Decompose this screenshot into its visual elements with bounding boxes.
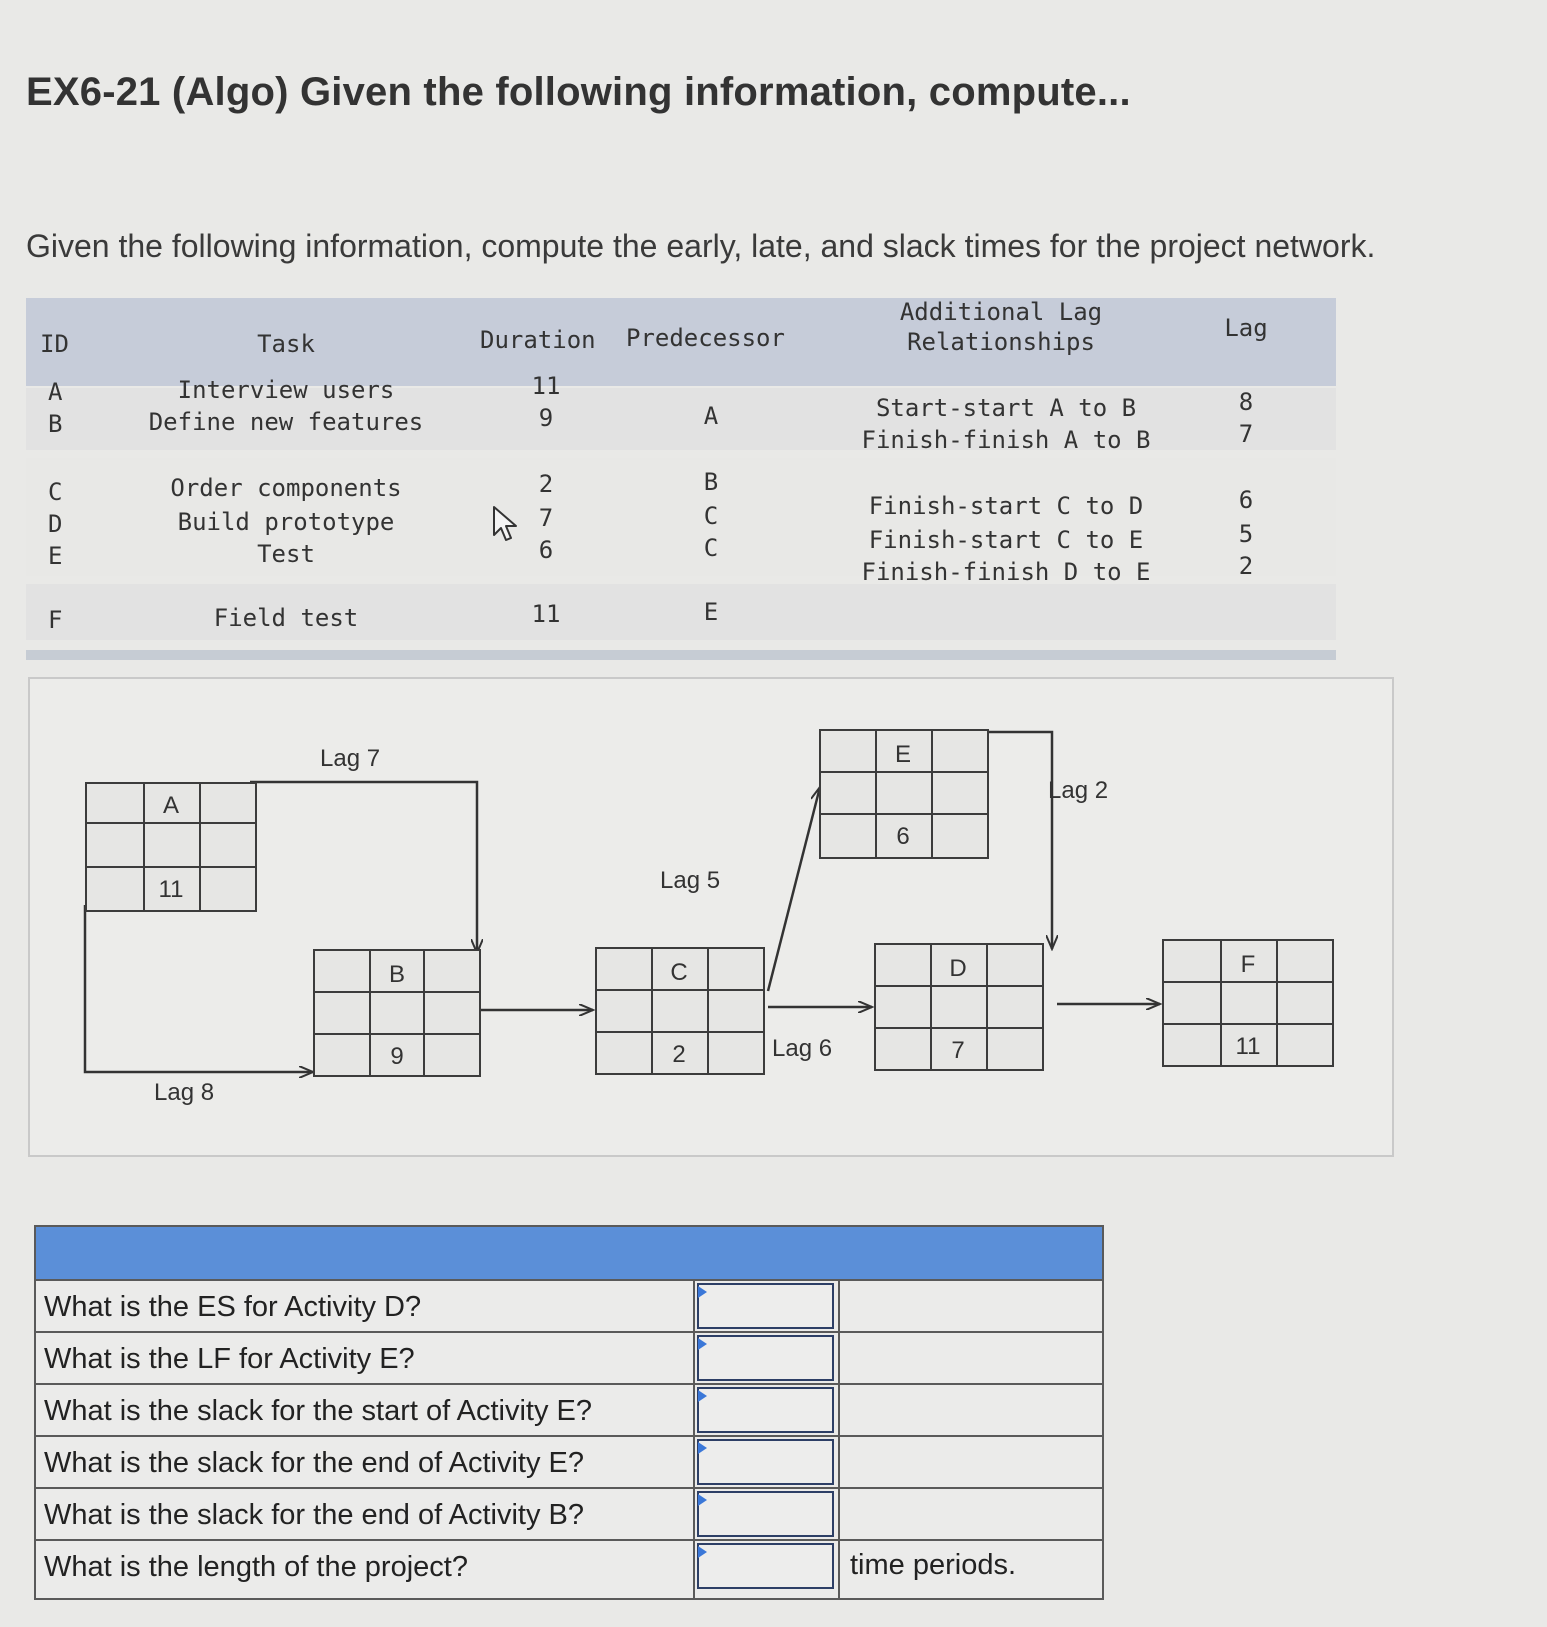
rel-fs-c-e: Finish-start C to E	[868, 526, 1144, 554]
mouse-cursor-icon	[492, 505, 522, 545]
answer-input-lf-e[interactable]	[697, 1335, 834, 1381]
lag-label-cd: Lag 6	[772, 1035, 833, 1062]
rel-ff-a-b-lag: 7	[1238, 420, 1254, 448]
node-b-label: B	[388, 961, 405, 988]
row-b-predecessor: A	[703, 402, 719, 430]
rel-ss-a-b-lag: 8	[1238, 388, 1254, 416]
lag-label-de: Lag 2	[1048, 777, 1109, 804]
node-c-duration: 2	[672, 1041, 686, 1068]
input-marker-icon	[698, 1442, 707, 1454]
row-a-task: Interview users	[177, 376, 395, 404]
table-divider	[26, 650, 1336, 660]
question-table-header	[36, 1227, 1102, 1279]
row-f-duration: 11	[531, 600, 561, 628]
node-e	[819, 729, 989, 859]
page-title: EX6-21 (Algo) Given the following information, compute...	[26, 70, 1131, 114]
row-d-duration: 7	[538, 504, 554, 532]
row-c-id: C	[48, 478, 63, 506]
question-text: What is the slack for the end of Activity E?	[44, 1447, 584, 1479]
lag-label-ab-ss: Lag 8	[154, 1079, 215, 1106]
row-d-task: Build prototype	[177, 508, 395, 536]
node-e-duration: 6	[896, 823, 910, 850]
answer-input-slack-start-e[interactable]	[697, 1387, 834, 1433]
rel-fs-c-d-lag: 6	[1238, 486, 1254, 514]
node-b	[313, 949, 481, 1077]
rel-ss-a-b: Start-start A to B	[875, 394, 1137, 422]
rel-fs-c-e-lag: 5	[1238, 520, 1254, 548]
answer-input-slack-end-b[interactable]	[697, 1491, 834, 1537]
input-marker-icon	[698, 1286, 707, 1298]
question-text: What is the slack for the start of Activity E?	[44, 1395, 592, 1427]
input-marker-icon	[698, 1390, 707, 1402]
input-marker-icon	[698, 1338, 707, 1350]
row-f-id: F	[48, 606, 63, 634]
question-text: What is the slack for the end of Activity B?	[44, 1499, 584, 1531]
node-b-duration: 9	[390, 1043, 404, 1070]
node-f	[1162, 939, 1334, 1067]
arrow-c-e	[768, 787, 820, 991]
node-a-duration: 11	[158, 876, 184, 903]
answer-unit-time-periods: time periods.	[850, 1549, 1017, 1581]
question-row	[36, 1279, 1102, 1333]
row-a-id: A	[48, 378, 63, 406]
node-d	[874, 943, 1044, 1071]
row-b-task: Define new features	[148, 408, 424, 436]
question-row	[36, 1539, 1102, 1598]
answer-input-slack-end-e[interactable]	[697, 1439, 834, 1485]
node-d-label: D	[949, 955, 967, 982]
row-d-id: D	[48, 510, 63, 538]
header-duration: Duration	[480, 326, 596, 354]
row-a-duration: 11	[531, 372, 561, 400]
row-f-task: Field test	[213, 604, 359, 632]
row-e-id: E	[48, 542, 63, 570]
row-e-predecessor: C	[703, 534, 719, 562]
network-diagram	[28, 677, 1394, 1157]
node-f-duration: 11	[1235, 1033, 1261, 1060]
rel-fs-c-d: Finish-start C to D	[868, 492, 1144, 520]
header-additional-lag: Additional Lag	[899, 298, 1103, 326]
question-text: What is the LF for Activity E?	[44, 1343, 415, 1375]
node-e-label: E	[894, 741, 911, 768]
row-c-predecessor: B	[703, 468, 719, 496]
node-c-label: C	[670, 959, 688, 986]
lag-label-ce: Lag 5	[660, 867, 721, 894]
node-d-duration: 7	[951, 1037, 965, 1064]
answer-input-project-length[interactable]	[697, 1543, 834, 1589]
activity-info-table	[26, 298, 1336, 668]
node-f-label: F	[1240, 951, 1256, 978]
row-c-duration: 2	[538, 470, 554, 498]
row-b-id: B	[48, 410, 63, 438]
row-f-predecessor: E	[703, 598, 719, 626]
problem-statement: Given the following information, compute the early, late, and slack times for the project network.	[26, 228, 1376, 264]
question-row	[36, 1435, 1102, 1489]
arrow-a-b-ff	[250, 782, 477, 953]
lag-label-ab-ff: Lag 7	[320, 745, 381, 772]
row-e-task: Test	[257, 540, 315, 568]
question-row	[36, 1383, 1102, 1437]
input-marker-icon	[698, 1546, 707, 1558]
question-table	[34, 1225, 1104, 1600]
dependency-arrows	[30, 679, 1392, 1155]
rel-ff-d-e-lag: 2	[1238, 552, 1254, 580]
row-e-duration: 6	[538, 536, 554, 564]
row-c-task: Order components	[170, 474, 402, 502]
header-task: Task	[257, 330, 315, 358]
rel-ff-a-b: Finish-finish A to B	[861, 426, 1151, 454]
header-predecessor: Predecessor	[626, 324, 785, 352]
question-text: What is the ES for Activity D?	[44, 1291, 422, 1323]
question-row	[36, 1487, 1102, 1541]
row-d-predecessor: C	[703, 502, 719, 530]
header-lag: Lag	[1224, 314, 1268, 342]
arrow-a-b-ss	[85, 905, 313, 1072]
answer-input-es-d[interactable]	[697, 1283, 834, 1329]
header-relationships: Relationships	[907, 328, 1095, 356]
info-table-header	[26, 298, 1336, 386]
node-c	[595, 947, 765, 1075]
question-text: What is the length of the project?	[44, 1551, 468, 1583]
question-row	[36, 1331, 1102, 1385]
input-marker-icon	[698, 1494, 707, 1506]
row-b-duration: 9	[538, 404, 554, 432]
node-a-label: A	[162, 792, 179, 819]
header-id: ID	[40, 330, 69, 358]
arrow-d-e-ff	[985, 732, 1052, 949]
rel-ff-d-e: Finish-finish D to E	[861, 558, 1151, 586]
node-a	[85, 782, 257, 912]
